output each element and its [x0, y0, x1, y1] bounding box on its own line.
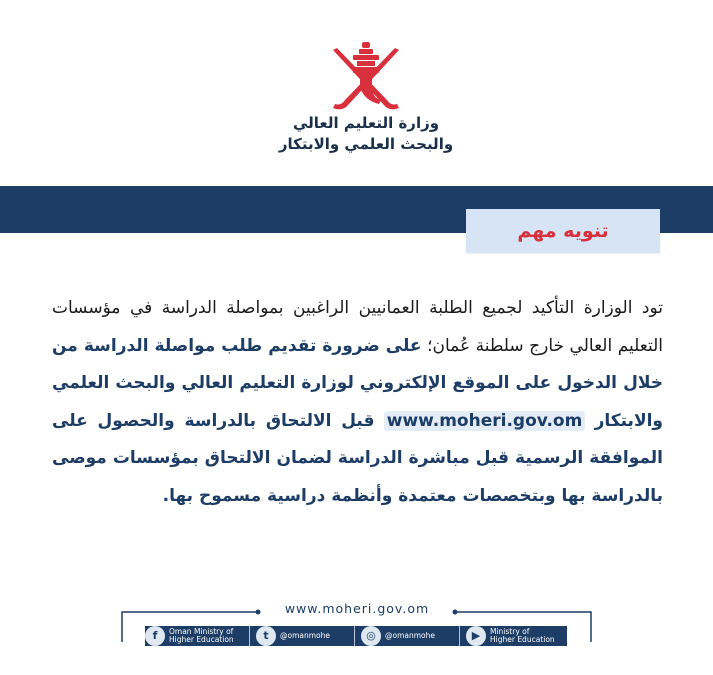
- body-emphasis-2: قبل الالتحاق بالدراسة والحصول على الموافقة الرسمية قبل مباشرة الدراسة لضمان الالتحاق بمؤسسات موصى بالدراسة بها وبتخصصات معتمدة وأنظمة دراسية مسموح بها.: [52, 410, 663, 506]
- ministry-name-line1: وزارة التعليم العالي: [292, 114, 440, 132]
- social-separator: [249, 626, 250, 646]
- facebook-icon: f: [145, 626, 165, 646]
- social-instagram[interactable]: [361, 626, 453, 646]
- notice-title-box: [466, 209, 660, 253]
- notice-title: تنويه مهم: [517, 220, 609, 242]
- social-separator: [354, 626, 355, 646]
- ministry-name: [250, 113, 482, 155]
- social-facebook-label: Oman Ministry of Higher Education: [169, 627, 234, 644]
- social-facebook[interactable]: [145, 626, 243, 646]
- announcement-body: [52, 290, 663, 515]
- instagram-icon: ◎: [361, 626, 381, 646]
- social-separator: [459, 626, 460, 646]
- body-emphasis-1: على ضرورة تقديم طلب مواصلة الدراسة من خلال الدخول على الموقع الإلكتروني لوزارة التعليم العالي والبحث العلمي والابتكار: [52, 335, 663, 431]
- social-youtube[interactable]: [466, 626, 564, 646]
- body-intro: تود الوزارة التأكيد لجميع الطلبة العمانيين الراغبين بمواصلة الدراسة في مؤسسات التعليم العالي خارج سلطنة عُمان؛: [52, 298, 664, 356]
- social-media-bar: [145, 626, 567, 646]
- social-instagram-label: @omanmohe: [385, 631, 436, 640]
- body-website-link[interactable]: www.moheri.gov.om: [384, 411, 586, 431]
- oman-emblem-logo: [327, 40, 405, 112]
- youtube-icon: ▶: [466, 626, 486, 646]
- twitter-icon: t: [256, 626, 276, 646]
- social-youtube-label: Ministry of Higher Education: [490, 627, 555, 644]
- social-twitter-label: @omanmohe: [280, 631, 331, 640]
- khanjar-icon: [333, 42, 399, 109]
- footer-website[interactable]: www.moheri.gov.om: [262, 601, 452, 616]
- ministry-name-line2: والبحث العلمي والابتكار: [278, 135, 454, 153]
- social-twitter[interactable]: [256, 626, 348, 646]
